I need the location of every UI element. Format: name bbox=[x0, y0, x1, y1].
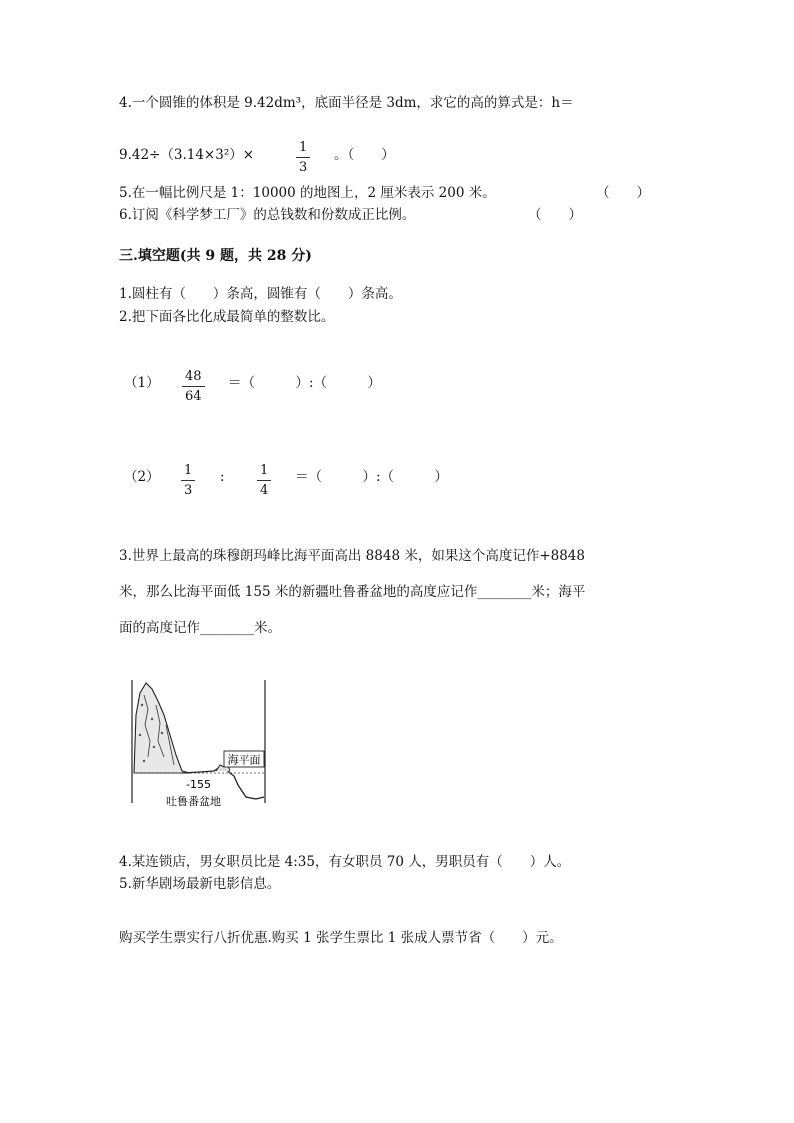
judge-q4-line2-pre: 9.42÷（3.14×3²）× bbox=[119, 147, 255, 163]
fraction-denominator: 3 bbox=[296, 157, 310, 175]
fill-q1: 1.圆柱有（ ）条高，圆锥有（ ）条高。 bbox=[119, 286, 402, 302]
fraction-numerator: 48 bbox=[185, 369, 202, 384]
fraction-numerator: 1 bbox=[299, 140, 308, 155]
fill-q2-part2-fraction-1 bbox=[181, 463, 195, 498]
fraction-denominator: 3 bbox=[181, 480, 195, 498]
section-3-title: 三.填空题(共 9 题，共 28 分) bbox=[119, 248, 312, 264]
judge-q5-answer-paren[interactable]: （ ） bbox=[596, 185, 650, 201]
fill-q3-line2: 米，那么比海平面低 155 米的新疆吐鲁番盆地的高度应记作________米；海平 bbox=[119, 584, 586, 600]
fill-q2-part2-fraction-2 bbox=[257, 463, 271, 498]
sea-level-label: 海平面 bbox=[227, 753, 261, 767]
judge-q4-fraction bbox=[296, 140, 310, 175]
fill-q4: 4.某连锁店，男女职员比是 4:35，有女职员 70 人，男职员有（ ）人。 bbox=[119, 854, 571, 870]
fill-q5: 5.新华剧场最新电影信息。 bbox=[119, 876, 281, 892]
fill-q2-part1-answer[interactable]: ＝（ ）:（ ） bbox=[228, 375, 382, 391]
fill-q5-text: 购买学生票实行八折优惠.购买 1 张学生票比 1 张成人票节省（ ）元。 bbox=[119, 930, 563, 946]
everest-turpan-figure bbox=[130, 675, 270, 815]
fill-q3-line3: 面的高度记作________米。 bbox=[119, 620, 281, 636]
fill-q2-part1-fraction bbox=[182, 369, 205, 404]
judge-q6-answer-paren[interactable]: （ ） bbox=[528, 207, 582, 223]
judge-q4-line1: 4.一个圆锥的体积是 9.42dm³，底面半径是 3dm，求它的高的算式是：h＝ bbox=[119, 95, 574, 111]
fraction-numerator: 1 bbox=[184, 463, 193, 478]
fraction-denominator: 64 bbox=[182, 386, 205, 404]
basin-label: 吐鲁番盆地 bbox=[166, 795, 221, 808]
judge-q5-text: 5.在一幅比例尺是 1：10000 的地图上，2 厘米表示 200 米。 bbox=[119, 185, 496, 201]
fill-q2: 2.把下面各比化成最简单的整数比。 bbox=[119, 309, 335, 325]
fill-q3-line1: 3.世界上最高的珠穆朗玛峰比海平面高出 8848 米，如果这个高度记作+8848 bbox=[119, 548, 585, 564]
judge-q4-answer-paren[interactable]: 。（ ） bbox=[334, 147, 395, 163]
judge-q6-text: 6.订阅《科学梦工厂》的总钱数和份数成正比例。 bbox=[119, 207, 416, 223]
fraction-denominator: 4 bbox=[257, 480, 271, 498]
depth-label: -155 bbox=[186, 778, 211, 791]
fill-q2-part2-answer[interactable]: ＝（ ）:（ ） bbox=[295, 469, 449, 485]
fill-q2-part1-label: （1） bbox=[124, 375, 160, 391]
fill-q2-part2-label: （2） bbox=[124, 469, 160, 485]
fill-q2-part2-colon: : bbox=[220, 469, 225, 485]
fraction-numerator: 1 bbox=[260, 463, 269, 478]
